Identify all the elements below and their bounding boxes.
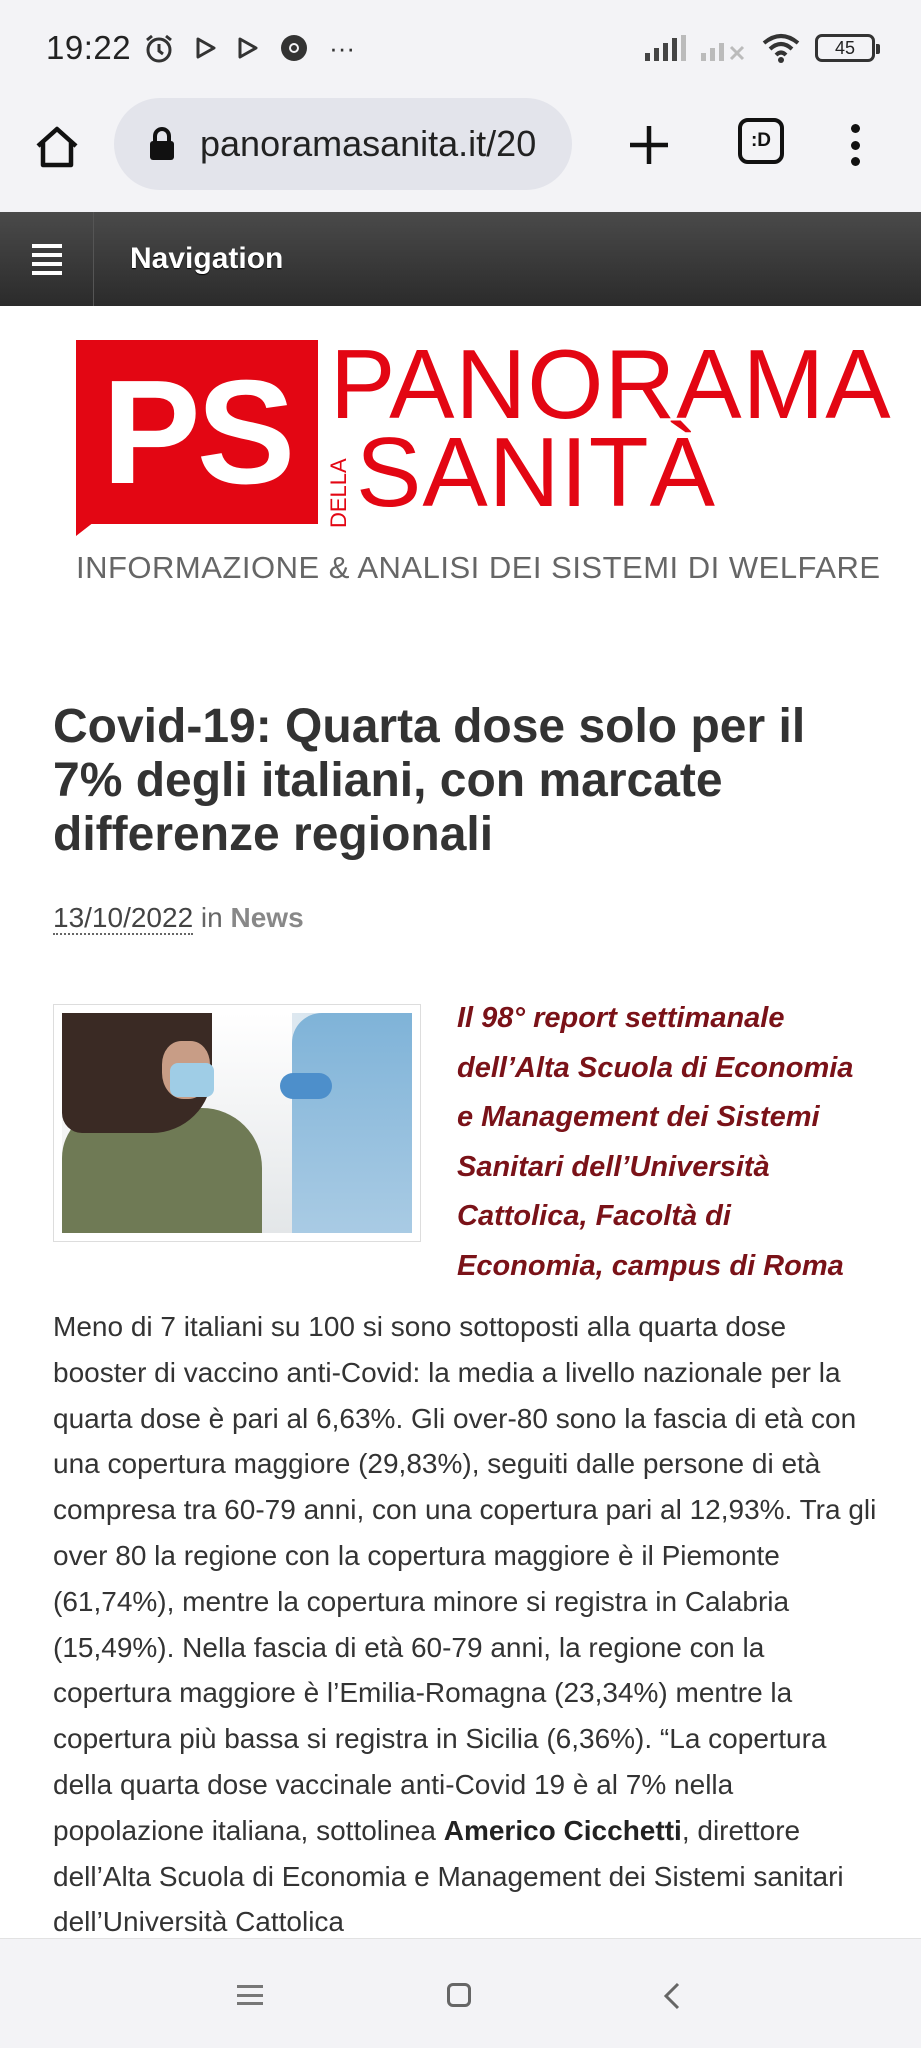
- logo-line1: PANORAMA: [330, 329, 892, 439]
- article-title: Covid-19: Quarta dose solo per il 7% degli italiani, con marcate differenze regionali: [53, 700, 806, 861]
- body-bold-name: Americo Cicchetti: [443, 1814, 682, 1846]
- back-icon[interactable]: [660, 1981, 684, 2011]
- browser-toolbar: [0, 96, 921, 212]
- vaccination-photo: [62, 1013, 412, 1233]
- lock-icon[interactable]: [148, 127, 176, 161]
- alarm-icon: [143, 32, 175, 64]
- logo-box: [76, 340, 318, 524]
- meta-in: in: [200, 902, 223, 933]
- signal-icon: [645, 35, 687, 61]
- tab-switcher-button[interactable]: [738, 118, 784, 164]
- tab-switcher-label: :D: [750, 130, 772, 151]
- article-image[interactable]: [53, 1004, 421, 1242]
- logo-tail: [76, 522, 94, 536]
- play-store-icon: [195, 37, 217, 59]
- logo-della: DELLA: [326, 458, 351, 528]
- site-logo[interactable]: [76, 329, 892, 598]
- more-menu-icon[interactable]: [840, 120, 870, 170]
- wifi-icon: [761, 33, 801, 63]
- article-category-link[interactable]: News: [230, 902, 304, 933]
- play-store-icon: [237, 37, 259, 59]
- home-icon[interactable]: [32, 122, 82, 172]
- home-nav-icon[interactable]: [447, 1983, 471, 2007]
- signal-no-service-icon: [701, 35, 747, 61]
- hamburger-menu-icon[interactable]: [0, 212, 94, 306]
- article-lead: Il 98° report settimanale dell’Alta Scuola di Economia e Management dei Sistemi Sanitari dell’Università Cattolica, Facoltà di Economia, campus di Roma: [457, 1002, 854, 1282]
- status-right: [645, 33, 875, 63]
- article-meta: [53, 902, 304, 934]
- chrome-icon: [279, 33, 309, 63]
- logo-tagline: INFORMAZIONE & ANALISI DEI SISTEMI DI WELFARE: [76, 550, 881, 585]
- new-tab-icon[interactable]: [624, 120, 674, 170]
- logo-line2: SANITÀ: [356, 417, 716, 527]
- article-body: [53, 1304, 883, 1945]
- battery-level: 45: [834, 37, 856, 58]
- recent-apps-icon[interactable]: [237, 1985, 263, 2005]
- navigation-label[interactable]: Navigation: [130, 242, 284, 275]
- battery-icon: [815, 34, 875, 62]
- body-part1: Meno di 7 italiani su 100 si sono sottoposti alla quarta dose booster di vaccino anti-Covid: la media a livello nazionale per la quarta dose è pari al 6,63%. Gli over-80 sono la fascia di età con una copertura maggiore (29,83%), seguiti dalle persone di età compresa tra 60-79 anni, con una copertura pari al 12,93%. Tra gli over 80 la regione con la copertura maggiore è il Piemonte (61,74%), mentre la copertura minore si registra in Calabria (15,49%). Nella fascia di età 60-79 anni, la regione con la copertura maggiore è l’Emilia-Romagna (23,34%) mentre la copertura più bassa si registra in Sicilia (6,36%). “La copertura della quarta dose vaccinale anti-Covid 19 è al 7% nella popolazione italiana, sottolinea: [53, 1311, 877, 1846]
- body-part2: , direttore dell’Alta Scuola di Economia e Management dei Sistemi sanitari dell’Università Cattolica: [53, 1814, 844, 1938]
- more-notifications-icon: ···: [329, 32, 356, 63]
- url-text[interactable]: panoramasanita.it/20: [200, 123, 537, 164]
- logo-box-text: PS: [102, 350, 292, 515]
- article-date[interactable]: 13/10/2022: [53, 902, 194, 933]
- address-bar[interactable]: [114, 98, 572, 190]
- system-navigation-bar: [0, 1938, 921, 2048]
- site-navigation-bar: [0, 212, 921, 306]
- status-bar: [0, 0, 921, 96]
- status-time: 19:22: [46, 29, 132, 66]
- notification-icons: [143, 32, 355, 64]
